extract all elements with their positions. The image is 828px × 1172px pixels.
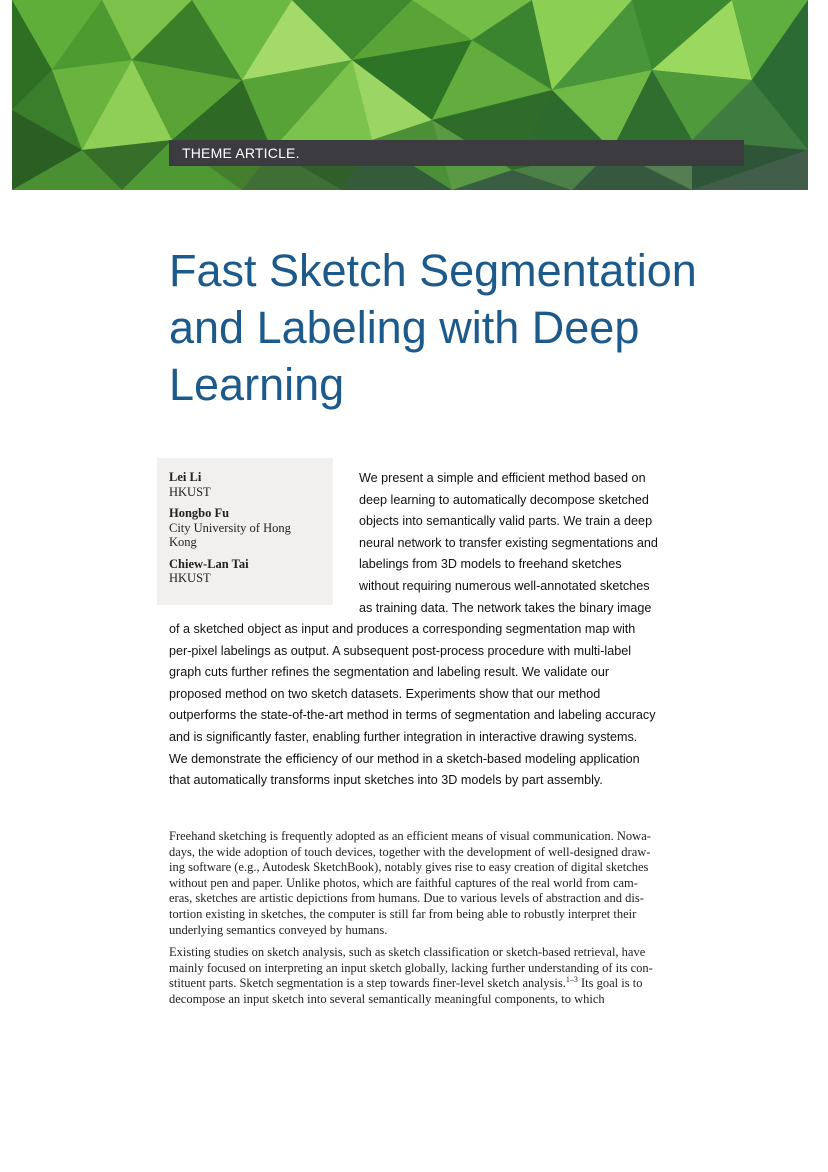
abstract-line: neural network to transfer existing segmentations and — [359, 535, 658, 550]
author-entry — [169, 506, 333, 550]
abstract-line: labelings from 3D models to freehand sketches — [359, 557, 622, 572]
abstract-bottom — [169, 619, 656, 792]
body-line: Freehand sketching is frequently adopted as an efficient means of visual communication. Nowa- — [169, 829, 651, 843]
body-paragraph — [169, 945, 653, 1007]
abstract-line: graph cuts further refines the segmentation and labeling result. We validate our — [169, 665, 610, 680]
article-title — [169, 242, 769, 413]
body-line: eras, sketches are artistic depictions from humans. Due to various levels of abstraction and dis- — [169, 891, 644, 906]
author-affiliation-line: City University of Hong — [169, 520, 291, 535]
body-line-text: Its goal is to — [577, 976, 643, 991]
author-affiliation: HKUST — [169, 484, 211, 499]
abstract-line: as training data. The network takes the binary image — [359, 600, 652, 615]
citation-superscript: 1–3 — [565, 975, 578, 985]
body-line-with-citation — [169, 976, 653, 992]
abstract-line: outperforms the state-of-the-art method in terms of segmentation and labeling accuracy — [169, 708, 656, 723]
title-line: and Labeling with Deep — [169, 302, 640, 353]
abstract-line: proposed method on two sketch datasets. Experiments show that our method — [169, 686, 601, 701]
body-line: ing software (e.g., Autodesk SketchBook), notably gives rise to easy creation of digital sketches — [169, 860, 649, 875]
abstract-line: objects into semantically valid parts. We train a deep — [359, 514, 653, 529]
abstract-line: per-pixel labelings as output. A subsequent post-process procedure with multi-label — [169, 643, 632, 658]
body-line: underlying semantics conveyed by humans. — [169, 922, 388, 937]
abstract-top — [359, 468, 658, 619]
body-line: days, the wide adoption of touch devices, together with the development of well-designed draw- — [169, 844, 651, 859]
body-line: without pen and paper. Unlike photos, which are faithful captures of the real world from cam- — [169, 875, 638, 890]
author-entry — [169, 557, 333, 586]
abstract-line: and is significantly faster, enabling further integration in interactive drawing systems. — [169, 729, 638, 744]
author-affiliation-line: Kong — [169, 535, 197, 549]
abstract-line: deep learning to automatically decompose sketched — [359, 492, 649, 507]
body-line-text: stituent parts. Sketch segmentation is a step towards finer-level sketch analysis. — [169, 976, 566, 991]
author-box — [157, 458, 333, 605]
abstract-line: without requiring numerous well-annotated sketches — [359, 578, 650, 593]
author-name: Chiew-Lan Tai — [169, 556, 249, 571]
body-paragraph — [169, 829, 651, 938]
author-entry — [169, 470, 333, 499]
author-affiliation: HKUST — [169, 571, 211, 585]
header-banner — [12, 0, 808, 190]
author-name: Lei Li — [169, 470, 202, 484]
abstract-line: We present a simple and efficient method based on — [359, 471, 646, 485]
abstract-line: We demonstrate the efficiency of our method in a sketch-based modeling application — [169, 751, 640, 766]
body-line: mainly focused on interpreting an input sketch globally, lacking further understanding of its con- — [169, 960, 653, 975]
abstract-line: of a sketched object as input and produces a corresponding segmentation map with — [169, 622, 636, 636]
body-line: tortion existing in sketches, the computer is still far from being able to robustly interpret their — [169, 906, 637, 921]
title-line: Fast Sketch Segmentation — [169, 245, 697, 296]
abstract-line: that automatically transforms input sketches into 3D models by part assembly. — [169, 773, 603, 788]
title-line: Learning — [169, 359, 345, 410]
body-line: decompose an input sketch into several semantically meaningful components, to which — [169, 991, 605, 1006]
theme-article-label: THEME ARTICLE. — [169, 140, 744, 166]
author-name: Hongbo Fu — [169, 506, 230, 520]
body-line: Existing studies on sketch analysis, such as sketch classification or sketch-based retrieval, have — [169, 945, 646, 959]
